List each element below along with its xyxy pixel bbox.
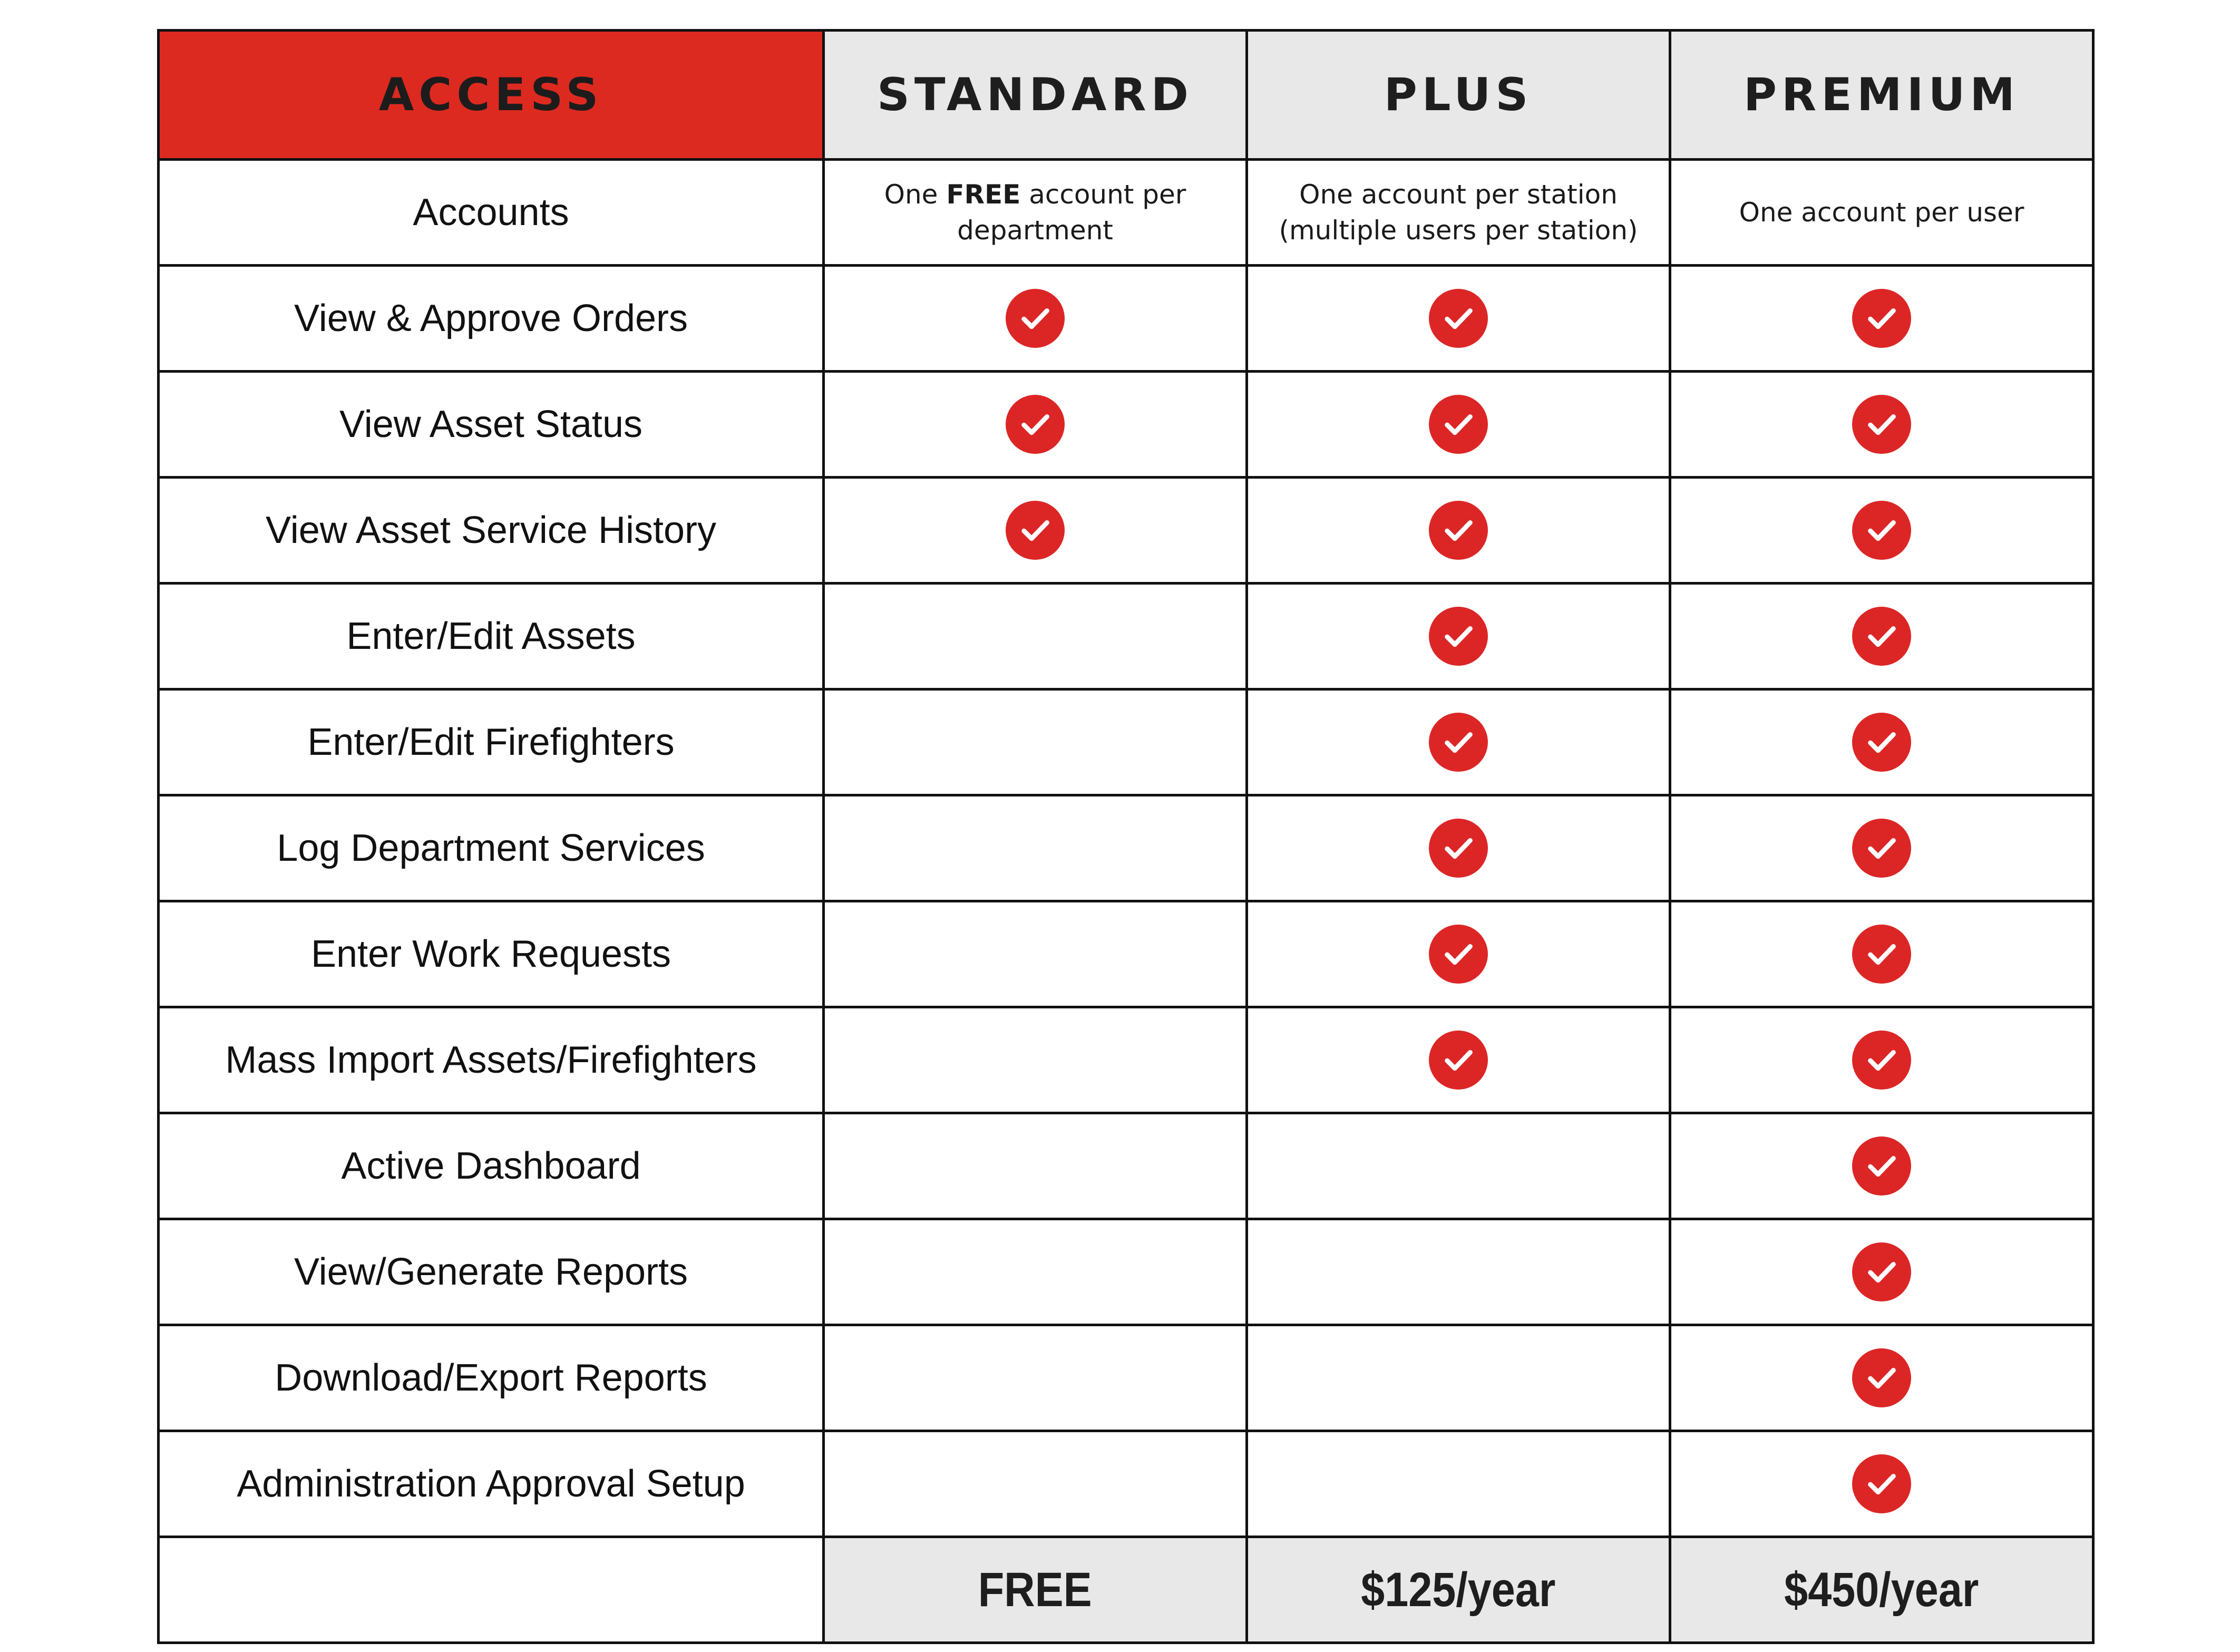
- standard-price-text: FREE: [978, 1562, 1092, 1617]
- plus-feature-cell: [1247, 1431, 1670, 1537]
- check-circle-icon: [1852, 925, 1911, 984]
- plan-comparison-table: [157, 29, 2095, 1644]
- check-circle-icon: [1852, 1242, 1911, 1301]
- check-circle-icon: [1429, 819, 1488, 878]
- check-circle-icon: [1006, 395, 1065, 454]
- premium-price-text: $450/year: [1784, 1562, 1979, 1617]
- premium-feature-cell: [1670, 1219, 2093, 1325]
- standard-accounts-note: [824, 160, 1247, 266]
- premium-feature-cell: [1670, 372, 2093, 478]
- standard-feature-cell: [824, 1325, 1247, 1431]
- check-circle-icon: [1852, 1136, 1911, 1196]
- feature-label: View/Generate Reports: [159, 1219, 824, 1325]
- standard-feature-cell: [824, 1007, 1247, 1113]
- standard-feature-cell: [824, 372, 1247, 478]
- standard-feature-cell: [824, 584, 1247, 689]
- feature-label: Log Department Services: [159, 795, 824, 901]
- standard-price: [824, 1537, 1247, 1643]
- feature-row: [159, 1325, 2093, 1431]
- plus-accounts-line1: One account per station: [1299, 179, 1618, 210]
- standard-accounts-line1-rest: account per: [1020, 179, 1186, 210]
- premium-feature-cell: [1670, 1007, 2093, 1113]
- check-circle-icon: [1852, 713, 1911, 772]
- plus-feature-cell: [1247, 1325, 1670, 1431]
- premium-feature-cell: [1670, 478, 2093, 584]
- standard-feature-cell: [824, 1219, 1247, 1325]
- feature-row: [159, 901, 2093, 1007]
- feature-label: View Asset Status: [159, 372, 824, 478]
- premium-feature-cell: [1670, 584, 2093, 689]
- standard-accounts-prefix: One: [884, 179, 947, 210]
- check-circle-icon: [1429, 713, 1488, 772]
- check-circle-icon: [1852, 289, 1911, 348]
- check-circle-icon: [1429, 395, 1488, 454]
- premium-feature-cell: [1670, 1325, 2093, 1431]
- feature-label: Download/Export Reports: [159, 1325, 824, 1431]
- plus-accounts-line2: (multiple users per station): [1279, 215, 1638, 246]
- premium-feature-cell: [1670, 689, 2093, 795]
- check-circle-icon: [1852, 501, 1911, 560]
- standard-feature-cell: [824, 689, 1247, 795]
- premium-feature-cell: [1670, 1113, 2093, 1219]
- check-circle-icon: [1852, 607, 1911, 666]
- access-column-header: ACCESS: [159, 31, 824, 160]
- standard-accounts-free: FREE: [946, 179, 1021, 210]
- plus-price: [1247, 1537, 1670, 1643]
- standard-feature-cell: [824, 795, 1247, 901]
- feature-label: Enter/Edit Firefighters: [159, 689, 824, 795]
- premium-column-header: PREMIUM: [1670, 31, 2093, 160]
- accounts-label: Accounts: [159, 160, 824, 266]
- feature-label: Active Dashboard: [159, 1113, 824, 1219]
- standard-accounts-line2: department: [957, 215, 1113, 246]
- feature-row: [159, 689, 2093, 795]
- plus-feature-cell: [1247, 901, 1670, 1007]
- standard-feature-cell: [824, 266, 1247, 372]
- plus-column-header: PLUS: [1247, 31, 1670, 160]
- plus-price-text: $125/year: [1361, 1562, 1556, 1617]
- feature-label: View & Approve Orders: [159, 266, 824, 372]
- check-circle-icon: [1006, 501, 1065, 560]
- plus-feature-cell: [1247, 795, 1670, 901]
- check-circle-icon: [1852, 819, 1911, 878]
- feature-row: [159, 584, 2093, 689]
- check-circle-icon: [1852, 1031, 1911, 1090]
- check-circle-icon: [1429, 501, 1488, 560]
- plus-feature-cell: [1247, 584, 1670, 689]
- feature-row: [159, 1007, 2093, 1113]
- check-circle-icon: [1852, 395, 1911, 454]
- check-circle-icon: [1852, 1348, 1911, 1407]
- header-row: [159, 31, 2093, 160]
- plus-feature-cell: [1247, 1113, 1670, 1219]
- standard-feature-cell: [824, 901, 1247, 1007]
- standard-feature-cell: [824, 1113, 1247, 1219]
- premium-feature-cell: [1670, 795, 2093, 901]
- plus-feature-cell: [1247, 1219, 1670, 1325]
- check-circle-icon: [1006, 289, 1065, 348]
- feature-row: [159, 1431, 2093, 1537]
- check-circle-icon: [1429, 925, 1488, 984]
- standard-feature-cell: [824, 478, 1247, 584]
- check-circle-icon: [1429, 289, 1488, 348]
- plus-feature-cell: [1247, 1007, 1670, 1113]
- feature-row: [159, 795, 2093, 901]
- plus-feature-cell: [1247, 372, 1670, 478]
- price-row: [159, 1537, 2093, 1643]
- feature-label: Mass Import Assets/Firefighters: [159, 1007, 824, 1113]
- check-circle-icon: [1429, 607, 1488, 666]
- plus-feature-cell: [1247, 689, 1670, 795]
- feature-row: [159, 1219, 2093, 1325]
- standard-feature-cell: [824, 1431, 1247, 1537]
- feature-label: Enter Work Requests: [159, 901, 824, 1007]
- premium-feature-cell: [1670, 1431, 2093, 1537]
- feature-label: Administration Approval Setup: [159, 1431, 824, 1537]
- premium-price: [1670, 1537, 2093, 1643]
- standard-column-header: STANDARD: [824, 31, 1247, 160]
- premium-accounts-note: One account per user: [1670, 160, 2093, 266]
- plus-feature-cell: [1247, 478, 1670, 584]
- feature-row: [159, 266, 2093, 372]
- price-row-label-empty: [159, 1537, 824, 1643]
- plus-accounts-note: [1247, 160, 1670, 266]
- feature-row: [159, 1113, 2093, 1219]
- feature-row: [159, 372, 2093, 478]
- check-circle-icon: [1429, 1031, 1488, 1090]
- feature-label: Enter/Edit Assets: [159, 584, 824, 689]
- check-circle-icon: [1852, 1454, 1911, 1513]
- pricing-comparison: [157, 29, 2095, 1644]
- feature-label: View Asset Service History: [159, 478, 824, 584]
- feature-row: [159, 478, 2093, 584]
- plus-feature-cell: [1247, 266, 1670, 372]
- premium-feature-cell: [1670, 266, 2093, 372]
- premium-feature-cell: [1670, 901, 2093, 1007]
- accounts-row: [159, 160, 2093, 266]
